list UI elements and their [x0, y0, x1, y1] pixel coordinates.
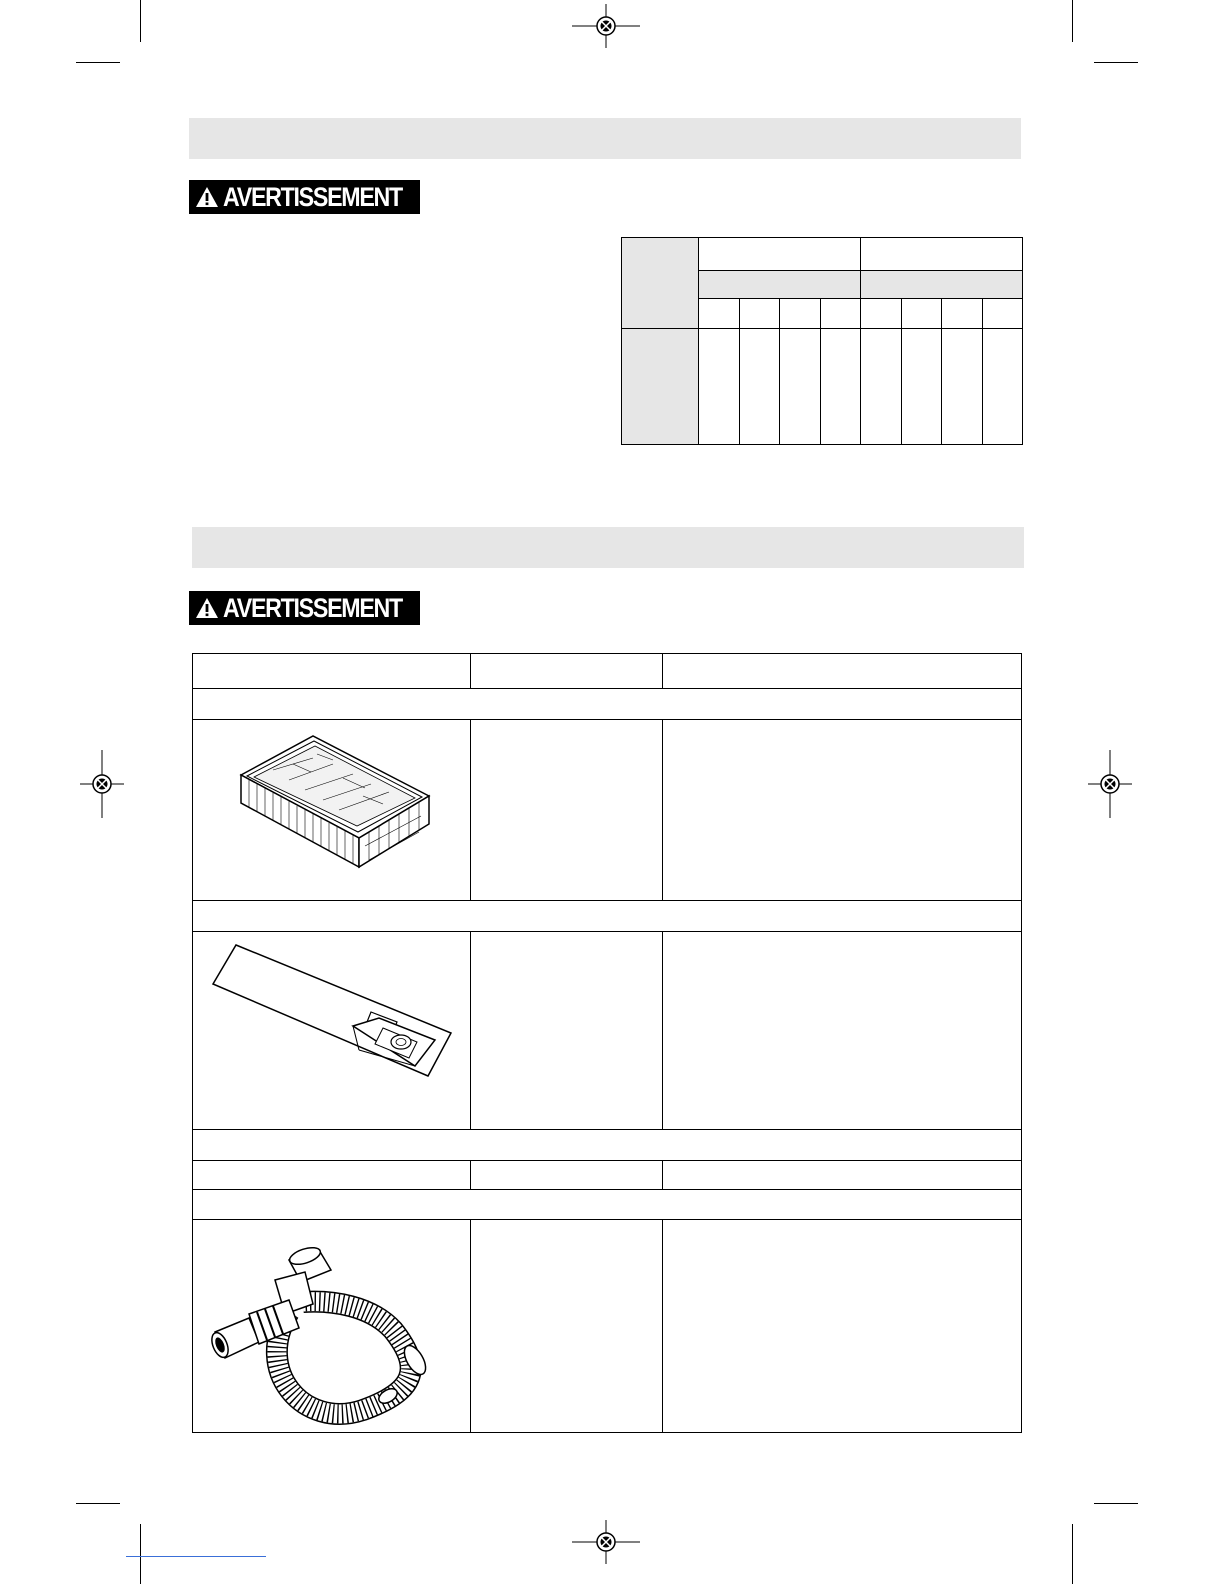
table-group-row: [193, 1130, 1022, 1161]
table-cell: [663, 1220, 1022, 1433]
table-cell: [982, 329, 1023, 445]
table-row: [622, 238, 1023, 271]
warning-label: [189, 180, 420, 214]
table-cell: [861, 271, 1023, 299]
table-cell: [820, 299, 861, 329]
table-cell: [699, 238, 861, 271]
table-header-cell: [193, 654, 471, 689]
table-group-row: [193, 689, 1022, 720]
table-cell: [982, 299, 1023, 329]
table-cell: [942, 299, 983, 329]
table-cell: [471, 720, 663, 901]
table-row: [193, 720, 1022, 901]
registration-mark-icon: [80, 750, 124, 818]
registration-mark-icon: [572, 4, 640, 48]
table-cell: [471, 932, 663, 1130]
table-header-cell: [663, 654, 1022, 689]
crop-mark-bottom-left-vertical: [140, 1524, 141, 1584]
table-cell: [780, 329, 821, 445]
specification-table: [621, 237, 1023, 445]
table-row: [193, 932, 1022, 1130]
crop-mark-top-left-horizontal: [76, 62, 120, 63]
registration-mark-icon: [572, 1520, 640, 1564]
registration-mark-icon: [1088, 750, 1132, 818]
table-header-cell: [471, 1161, 663, 1190]
table-cell: [663, 720, 1022, 901]
warning-triangle-icon: [195, 186, 219, 208]
crop-mark-top-left-vertical: [140, 0, 141, 42]
table-cell: [663, 932, 1022, 1130]
table-cell: [471, 1220, 663, 1433]
crop-mark-bottom-left-horizontal: [76, 1503, 120, 1504]
warning-label-text: AVERTISSEMENT: [223, 181, 402, 212]
table-cell: [820, 329, 861, 445]
table-cell: [193, 1190, 1022, 1220]
table-cell: [901, 329, 942, 445]
crop-mark-bottom-right-horizontal: [1094, 1503, 1138, 1504]
table-cell: [193, 901, 1022, 932]
hose-illustration: [193, 1220, 470, 1427]
table-cell: [699, 271, 861, 299]
table-cell: [699, 299, 740, 329]
table-cell: [193, 720, 471, 901]
accessories-table: [192, 653, 1022, 1433]
table-cell: [861, 238, 1023, 271]
dust-bag-illustration: [193, 932, 470, 1124]
table-cell: [861, 299, 902, 329]
warning-label-text: AVERTISSEMENT: [223, 592, 402, 623]
table-cell: [861, 329, 902, 445]
table-header-row: [193, 654, 1022, 689]
table-cell: [193, 932, 471, 1130]
crop-mark-top-right-horizontal: [1094, 62, 1138, 63]
table-header-row: [193, 1161, 1022, 1190]
table-cell: [622, 238, 699, 329]
table-cell: [193, 689, 1022, 720]
warning-label: [189, 591, 420, 625]
table-cell: [193, 1130, 1022, 1161]
table-row: [193, 1220, 1022, 1433]
table-group-row: [193, 901, 1022, 932]
table-header-cell: [663, 1161, 1022, 1190]
hepa-filter-illustration: [193, 720, 470, 895]
table-cell: [193, 1220, 471, 1433]
table-cell: [901, 299, 942, 329]
section-header-bar: [189, 118, 1021, 159]
table-cell: [622, 329, 699, 445]
table-header-cell: [193, 1161, 471, 1190]
table-group-row: [193, 1190, 1022, 1220]
crop-mark-bottom-right-vertical: [1072, 1524, 1073, 1584]
table-cell: [942, 329, 983, 445]
table-cell: [699, 329, 740, 445]
section-header-bar: [192, 527, 1024, 568]
table-header-cell: [471, 654, 663, 689]
table-cell: [739, 299, 780, 329]
table-cell: [780, 299, 821, 329]
page-link-underline: [126, 1556, 266, 1557]
crop-mark-top-right-vertical: [1072, 0, 1073, 42]
warning-triangle-icon: [195, 597, 219, 619]
table-cell: [739, 329, 780, 445]
table-row: [622, 329, 1023, 445]
